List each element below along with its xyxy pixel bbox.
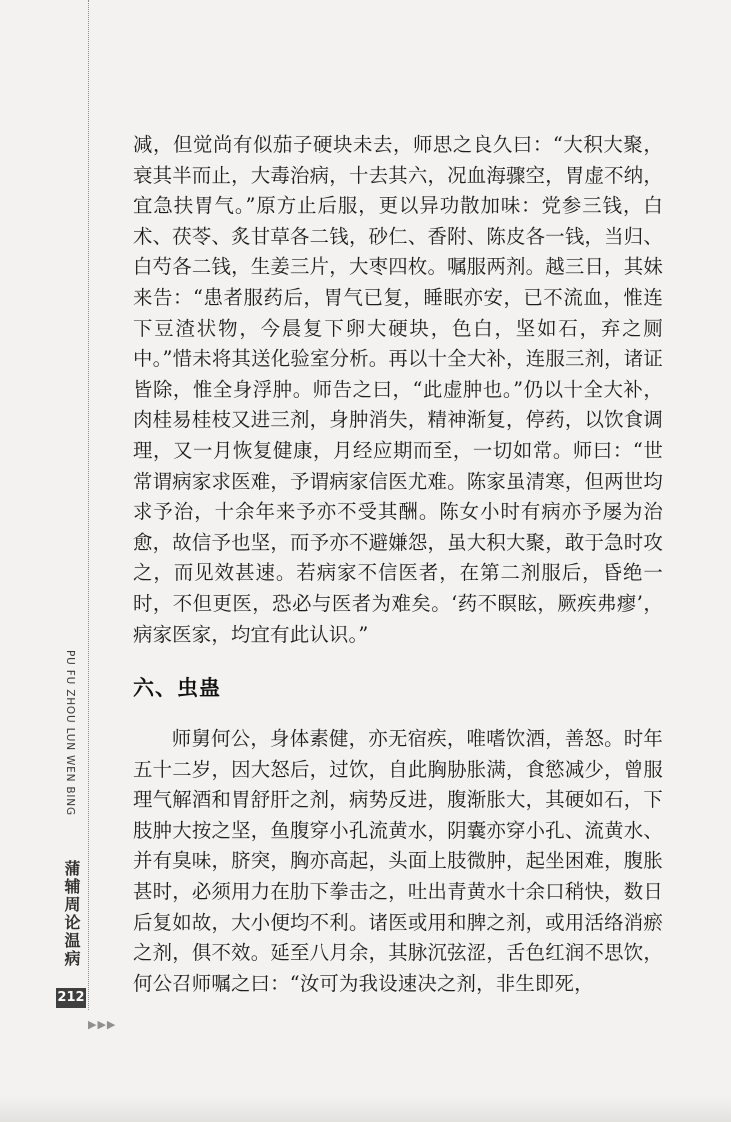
page-number: 212: [56, 988, 86, 1008]
side-book-title: 蒲辅周论温病: [62, 860, 81, 968]
arrow-icons: ▶▶▶: [88, 1018, 117, 1031]
body-text-top: [133, 130, 663, 650]
side-pinyin-title: PU FU ZHOU LUN WEN BING: [64, 650, 76, 816]
section-heading: 六、虫蛊: [133, 676, 221, 700]
body-text-bottom: [133, 724, 663, 999]
gutter-dotted-line: [88, 0, 89, 1010]
paragraph-case-story: 师舅何公，身体素健，亦无宿疾，唯嗜饮酒，善怒。时年五十二岁，因大怒后，过饮，自此胸胁胀满，食慾减少，曾服理气解酒和胃舒肝之剂，病势反进，腹渐胀大，其硬如石，下肢肿大按之坚，鱼腹穿小孔流黄水，阴囊亦穿小孔、流黄水、并有臭味，脐突，胸亦高起，头面上肢微肿，起坐困难，腹胀甚时，必须用力在肋下拳击之，吐出青黄水十余口稍快，数日后复如故，大小便均不利。诸医或用和脾之剂，或用活络消瘀之剂，俱不效。延至八月余，其脉沉弦涩，舌色红润不思饮，何公召师嘱之曰：“汝可为我设速决之剂，非生即死，: [133, 727, 663, 995]
paragraph-continued: 减，但觉尚有似茄子硬块未去，师思之良久曰：“大积大聚，衰其半而止，大毒治病，十去其六，况血海骤空，胃虚不纳，宜急扶胃气。”原方止后服，更以异功散加味：党参三钱，白术、茯苓、炙甘草各二钱，砂仁、香附、陈皮各一钱，当归、白芍各二钱，生姜三片，大枣四枚。嘱服两剂。越三日，其妹来告：“患者服药后，胃气已复，睡眠亦安，已不流血，惟连下豆渣状物，今晨复下卵大硬块，色白，坚如石，弃之厕中。”惜未将其送化验室分析。再以十全大补，连服三剂，诸证皆除，惟全身浮肿。师告之曰，“此虚肿也。”仍以十全大补，肉桂易桂枝又进三剂，身肿消失，精神渐复，停药，以饮食调理，又一月恢复健康，月经应期而至，一切如常。师曰：“世常谓病家求医难，予谓病家信医尤难。陈家虽清寒，但两世均求予治，十余年来予亦不受其酬。陈女小时有病亦予屡为治愈，故信予也坚，而予亦不避嫌怨，虽大积大聚，敢于急时攻之，而见效甚速。若病家不信医者，在第二剂服后，昏绝一时，不但更医，恐必与医者为难矣。‘药不瞑眩，厥疾弗瘳’，病家医家，均宜有此认识。”: [133, 133, 663, 646]
